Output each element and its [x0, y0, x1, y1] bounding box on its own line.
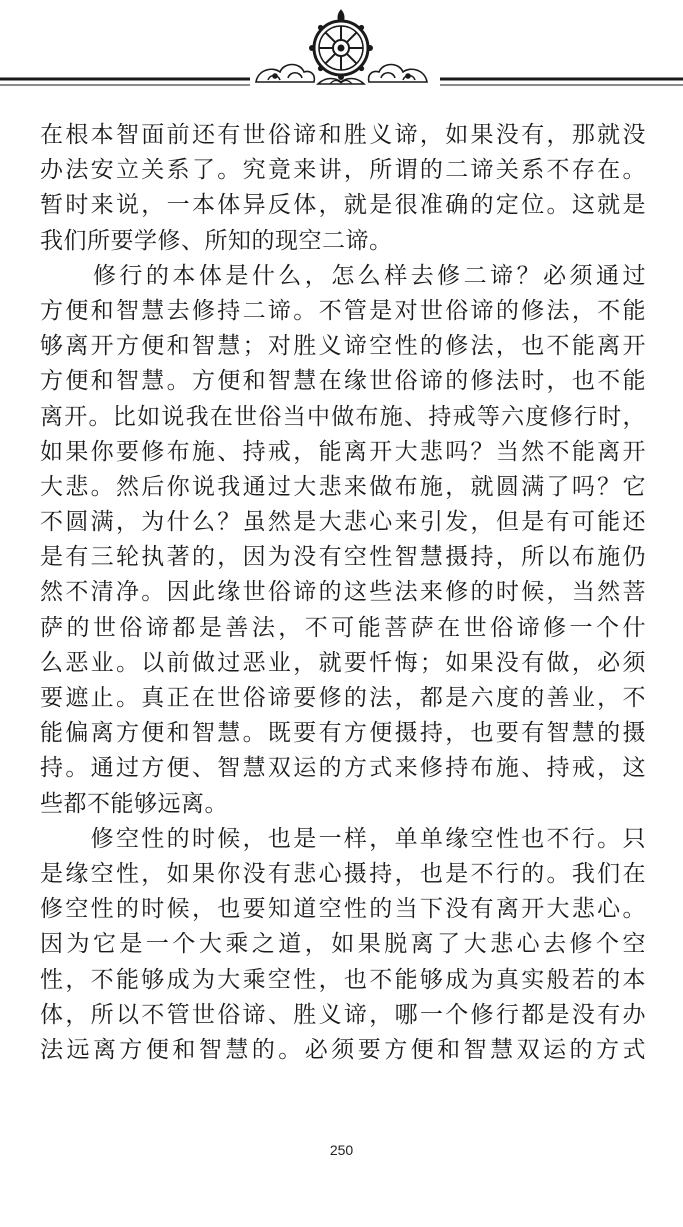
text-line: 么恶业。以前做过恶业，就要忏悔；如果没有做，必须: [40, 649, 646, 676]
text-line: 然不清净。因此缘世俗谛的这些法来修的时候，当然菩: [40, 579, 646, 606]
text-line: 大悲。然后你说我通过大悲来做布施，就圆满了吗？它: [40, 473, 646, 500]
text-line: 性，不能够成为大乘空性，也不能够成为真实般若的本: [40, 966, 646, 993]
text-line: 些都不能够远离。: [40, 790, 228, 817]
text-line: 萨的世俗谛都是善法，不可能菩萨在世俗谛修一个什: [40, 614, 646, 641]
text-line: 不圆满，为什么？虽然是大悲心来引发，但是有可能还: [40, 509, 646, 536]
text-line: 方便和智慧。方便和智慧在缘世俗谛的修法时，也不能: [40, 368, 646, 395]
page-number: 250: [329, 1142, 354, 1158]
text-line: 能偏离方便和智慧。既要有方便摄持，也要有智慧的摄: [40, 720, 646, 747]
page-header: [0, 0, 683, 100]
text-line: 离开。比如说我在世俗当中做布施、持戒等六度修行时，: [40, 403, 646, 430]
text-line: 方便和智慧去修持二谛。不管是对世俗谛的修法，不能: [40, 297, 646, 324]
paragraph-first-line: 修行的本体是什么，怎么样去修二谛？必须通过: [40, 262, 646, 289]
text-line: 我们所要学修、所知的现空二谛。: [40, 227, 393, 254]
text-line: 要遮止。真正在世俗谛要修的法，都是六度的善业，不: [40, 685, 646, 711]
text-line: 持。通过方便、智慧双运的方式来修持布施、持戒，这: [40, 755, 646, 782]
text-line: 办法安立关系了。究竟来讲，所谓的二谛关系不存在。: [40, 157, 646, 184]
text-line: 是有三轮执著的，因为没有空性智慧摄持，所以布施仍: [40, 544, 646, 571]
text-line: 暂时来说，一本体异反体，就是很准确的定位。这就是: [40, 192, 646, 219]
text-line: 因为它是一个大乘之道，如果脱离了大悲心去修个空: [40, 931, 646, 958]
page-body: [40, 118, 646, 1068]
text-line: 法远离方便和智慧的。必须要方便和智慧双运的方式: [40, 1036, 646, 1063]
header-ornament: [0, 0, 683, 100]
text-line: 如果你要修布施、持戒，能离开大悲吗？当然不能离开: [40, 438, 646, 465]
text-line: 是缘空性，如果你没有悲心摄持，也是不行的。我们在: [40, 860, 646, 887]
text-line: 在根本智面前还有世俗谛和胜义谛，如果没有，那就没: [40, 122, 646, 148]
paragraph-first-line: 修空性的时候，也是一样，单单缘空性也不行。只: [40, 825, 646, 852]
text-line: 体，所以不管世俗谛、胜义谛，哪一个修行都是没有办: [40, 1001, 646, 1028]
text-line: 够离开方便和智慧；对胜义谛空性的修法，也不能离开: [40, 333, 646, 360]
text-line: 修空性的时候，也要知道空性的当下没有离开大悲心。: [40, 896, 646, 923]
